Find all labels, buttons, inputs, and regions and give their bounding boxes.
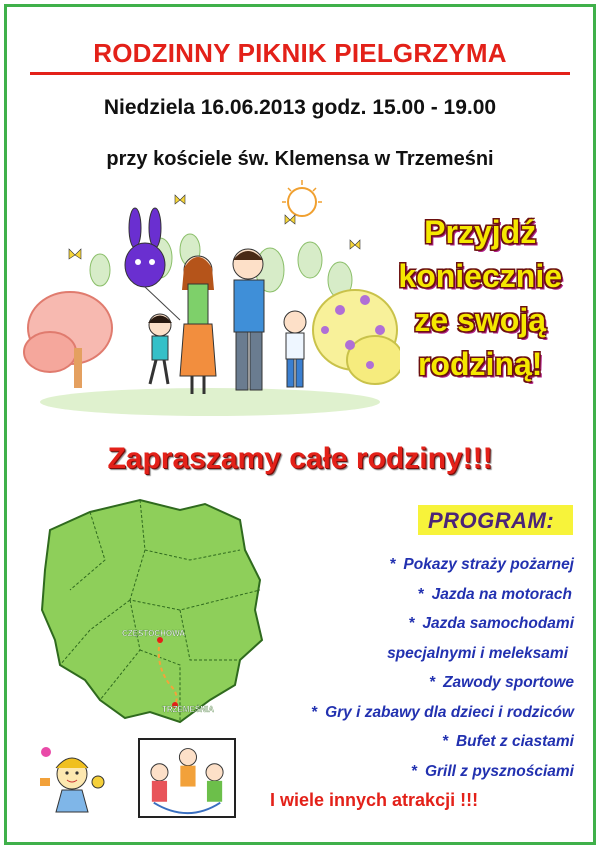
program-item: * Jazda na motorach bbox=[417, 585, 572, 603]
kids-clipart bbox=[138, 738, 236, 818]
family-illustration bbox=[20, 180, 400, 420]
program-item: * Pokazy straży pożarnej bbox=[389, 556, 574, 573]
slogan-line: ze swoją bbox=[414, 302, 546, 338]
poster-title: RODZINNY PIKNIK PIELGRZYMA bbox=[93, 38, 507, 68]
program-heading-box bbox=[418, 505, 573, 535]
poland-map bbox=[30, 490, 275, 725]
title-underline bbox=[30, 72, 570, 75]
program-item: * Bufet z ciastami bbox=[441, 733, 574, 750]
slogan-line: rodziną! bbox=[417, 346, 543, 382]
map-label-trzemesnia: TRZEMEŚNIA bbox=[162, 705, 214, 714]
program-item: * Zawody sportowe bbox=[429, 674, 574, 691]
program-heading: PROGRAM: bbox=[428, 508, 555, 533]
slogan-line: koniecznie bbox=[398, 258, 562, 294]
slogan bbox=[398, 210, 562, 386]
program-item: specjalnymi i meleksami bbox=[387, 644, 568, 662]
map-label-czestochowa: CZĘSTOCHOWA bbox=[122, 629, 185, 638]
closing-line: I wiele innych atrakcji !!! bbox=[270, 790, 479, 810]
program-list bbox=[311, 550, 574, 786]
slogan-line: Przyjdź bbox=[424, 214, 537, 250]
program-item: * Gry i zabawy dla dzieci i rodziców bbox=[311, 703, 574, 721]
place-line: przy kościele św. Klemensa w Trzemeśni bbox=[106, 148, 494, 170]
program-item: * Grill z pysznościami bbox=[410, 762, 574, 780]
date-line: Niedziela 16.06.2013 godz. 15.00 - 19.00 bbox=[103, 96, 497, 119]
girl-clipart bbox=[36, 738, 110, 818]
program-item: * Jazda samochodami bbox=[408, 615, 574, 632]
invite-headline: Zapraszamy całe rodziny!!! bbox=[107, 442, 493, 475]
